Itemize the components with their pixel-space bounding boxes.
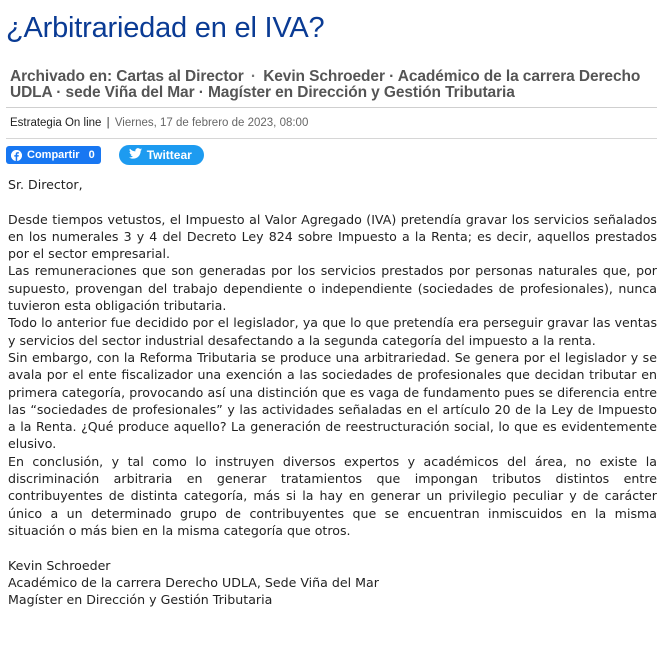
article-title: ¿Arbitrariedad en el IVA?: [6, 12, 325, 44]
author-line: Kevin Schroeder · Académico de la carrera Derecho UDLA · sede Viña del Mar · Magíster en Dirección y Gestión Tributaria: [10, 68, 641, 101]
outlet-name: Estrategia On line: [10, 117, 102, 129]
signature-name: Kevin Schroeder: [8, 557, 111, 573]
body-paragraph: Sin embargo, con la Reforma Tributaria se produce una arbitrariedad. Se genera por el legislador y se avala por el ente fiscalizador una exención a las sociedades de profesionales que decidan tributar en primera categoría, provocando así una distinción que es vaga de fundamento pues se diferencia entre las “sociedades de profesionales” y las actividades señaladas en el artículo 20 de la Ley de Impuesto a la Renta. ¿Qué produce aquello? La generación de reestructuración social, lo que es evidentemente elusivo.: [8, 349, 657, 452]
signature-position: Académico de la carrera Derecho UDLA, Sede Viña del Mar: [8, 574, 379, 590]
article-body: [6, 176, 657, 608]
facebook-share-button[interactable]: [6, 146, 101, 164]
archived-label: Archivado en:: [10, 68, 117, 85]
twitter-bird-icon: [129, 148, 142, 162]
divider: [6, 138, 657, 139]
body-paragraph: Todo lo anterior fue decidido por el legislador, ya que lo que pretendía era perseguir gravar las ventas y servicios del sector industrial desafectando a la segunda categoría del impuesto a la renta.: [8, 315, 657, 348]
body-paragraph: En conclusión, y tal como lo instruyen diversos expertos y académicos del área, no existe la discriminación arbitraria en generar tratamientos que impongan tributos distintos entre contribuyentes de distinta categoría, más si la hay en generar un privilegio peculiar y de carácter único a un determinado grupo de contribuyentes que se encuentran inmiscuidos en la misma situación o más bien en la misma categoría que otros.: [8, 453, 657, 538]
archived-separator: ·: [246, 68, 261, 85]
signature-degree: Magíster en Dirección y Gestión Tributaria: [8, 592, 273, 608]
twitter-share-button[interactable]: [119, 145, 204, 165]
category-link[interactable]: Cartas al Director: [116, 68, 244, 85]
facebook-icon: [11, 150, 22, 161]
meta-separator: |: [106, 117, 110, 129]
twitter-share-label: Twittear: [146, 148, 192, 162]
publish-date: Viernes, 17 de febrero de 2023, 08:00: [114, 117, 309, 129]
spacer: [8, 539, 657, 556]
body-paragraph: Las remuneraciones que son generadas por los servicios prestados por personas naturales que, por supuesto, provengan del trabajo dependiente o independiente (sociedades de profesionales), nunca tuvieron esta obligación tributaria.: [8, 263, 657, 314]
facebook-share-label: Compartir: [27, 149, 80, 161]
spacer: [8, 193, 657, 210]
article-meta: [6, 108, 657, 134]
salutation: Sr. Director,: [8, 177, 83, 192]
share-bar: [6, 145, 657, 165]
body-paragraph: Desde tiempos vetustos, el Impuesto al Valor Agregado (IVA) pretendía gravar los servicios señalados en los numerales 3 y 4 del Decreto Ley 824 sobre Impuesto a la Renta; es decir, aquellos prestados por el sector empresarial.: [8, 211, 657, 262]
archived-line: [6, 69, 657, 101]
facebook-share-count: 0: [88, 149, 95, 161]
